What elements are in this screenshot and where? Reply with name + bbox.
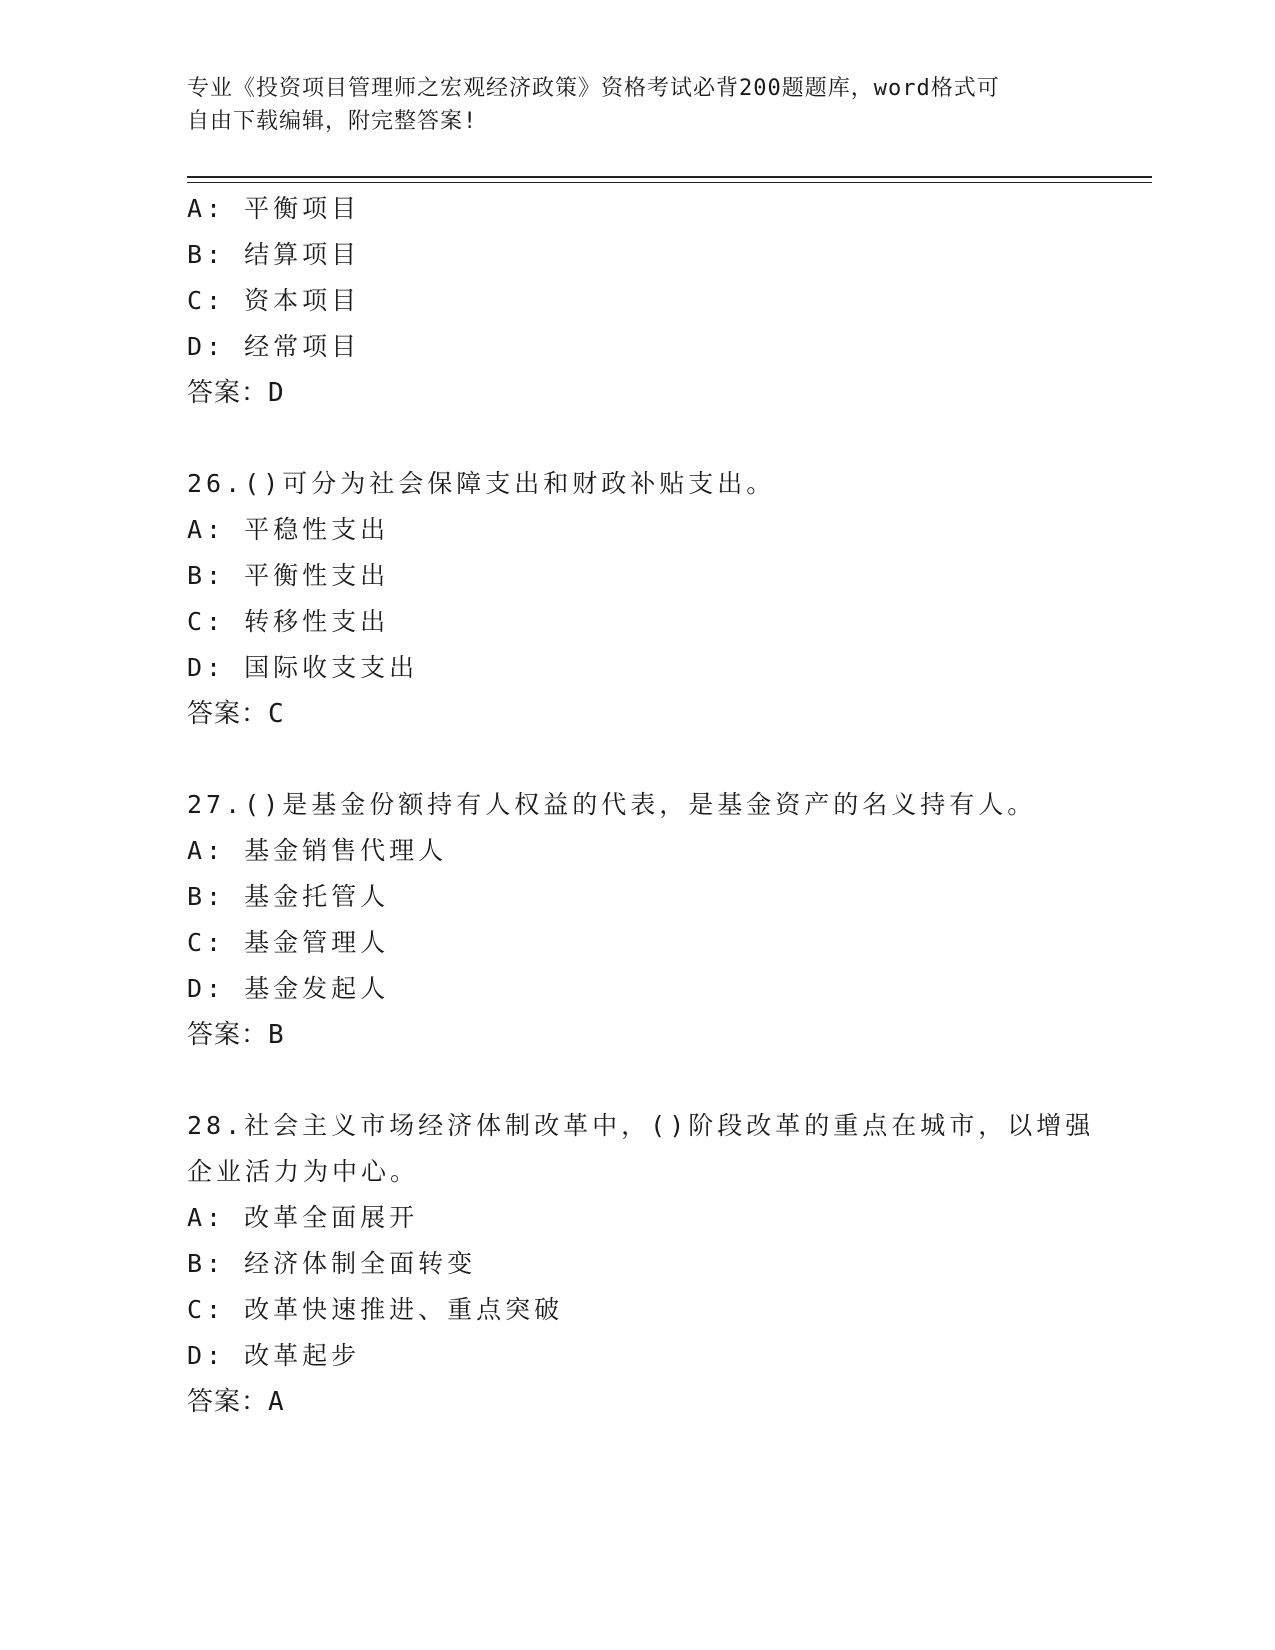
- option-a: A: 平稳性支出: [187, 515, 390, 544]
- question-27: [187, 782, 1117, 1058]
- answer-line: [187, 691, 1117, 737]
- question-stem: 28.社会主义市场经济体制改革中，()阶段改革的重点在城市，以增强: [187, 1111, 1095, 1140]
- option-b: B: 基金托管人: [187, 882, 390, 911]
- option-c: C: 转移性支出: [187, 607, 390, 636]
- question-25-continued: [187, 186, 1117, 416]
- answer-value: A: [268, 1387, 285, 1417]
- header-divider-thick: [187, 176, 1152, 178]
- question-26: [187, 461, 1117, 737]
- header-line-1: 专业《投资项目管理师之宏观经济政策》资格考试必背200题题库，word格式可: [187, 76, 1000, 101]
- question-spacer: [187, 1058, 1117, 1103]
- header-line-2: 自由下载编辑，附完整答案!: [187, 109, 478, 134]
- answer-value: C: [268, 699, 285, 729]
- option-c: C: 改革快速推进、重点突破: [187, 1295, 564, 1324]
- option-a: A: 基金销售代理人: [187, 836, 448, 865]
- option-c: C: 基金管理人: [187, 928, 390, 957]
- option-d: D: 国际收支支出: [187, 653, 419, 682]
- question-stem-continued: 企业活力为中心。: [187, 1157, 420, 1186]
- answer-label: 答案：: [187, 1020, 269, 1050]
- question-spacer: [187, 737, 1117, 782]
- option-b: B: 经济体制全面转变: [187, 1249, 477, 1278]
- answer-value: D: [268, 378, 285, 408]
- question-stem: 26.()可分为社会保障支出和财政补贴支出。: [187, 469, 776, 498]
- answer-label: 答案：: [187, 699, 269, 729]
- document-header: [187, 72, 1087, 138]
- option-a: A: 平衡项目: [187, 194, 361, 223]
- answer-value: B: [268, 1020, 285, 1050]
- answer-label: 答案：: [187, 1387, 269, 1417]
- option-b: B: 平衡性支出: [187, 561, 390, 590]
- header-divider-thin: [187, 182, 1152, 183]
- option-c: C: 资本项目: [187, 286, 361, 315]
- option-b: B: 结算项目: [187, 240, 361, 269]
- question-spacer: [187, 416, 1117, 461]
- question-28: [187, 1103, 1117, 1425]
- option-d: D: 改革起步: [187, 1341, 361, 1370]
- answer-label: 答案：: [187, 378, 269, 408]
- question-stem: 27.()是基金份额持有人权益的代表，是基金资产的名义持有人。: [187, 790, 1037, 819]
- question-list: [187, 186, 1117, 1425]
- answer-line: [187, 1379, 1117, 1425]
- option-a: A: 改革全面展开: [187, 1203, 419, 1232]
- option-d: D: 基金发起人: [187, 974, 390, 1003]
- option-d: D: 经常项目: [187, 332, 361, 361]
- answer-line: [187, 370, 1117, 416]
- answer-line: [187, 1012, 1117, 1058]
